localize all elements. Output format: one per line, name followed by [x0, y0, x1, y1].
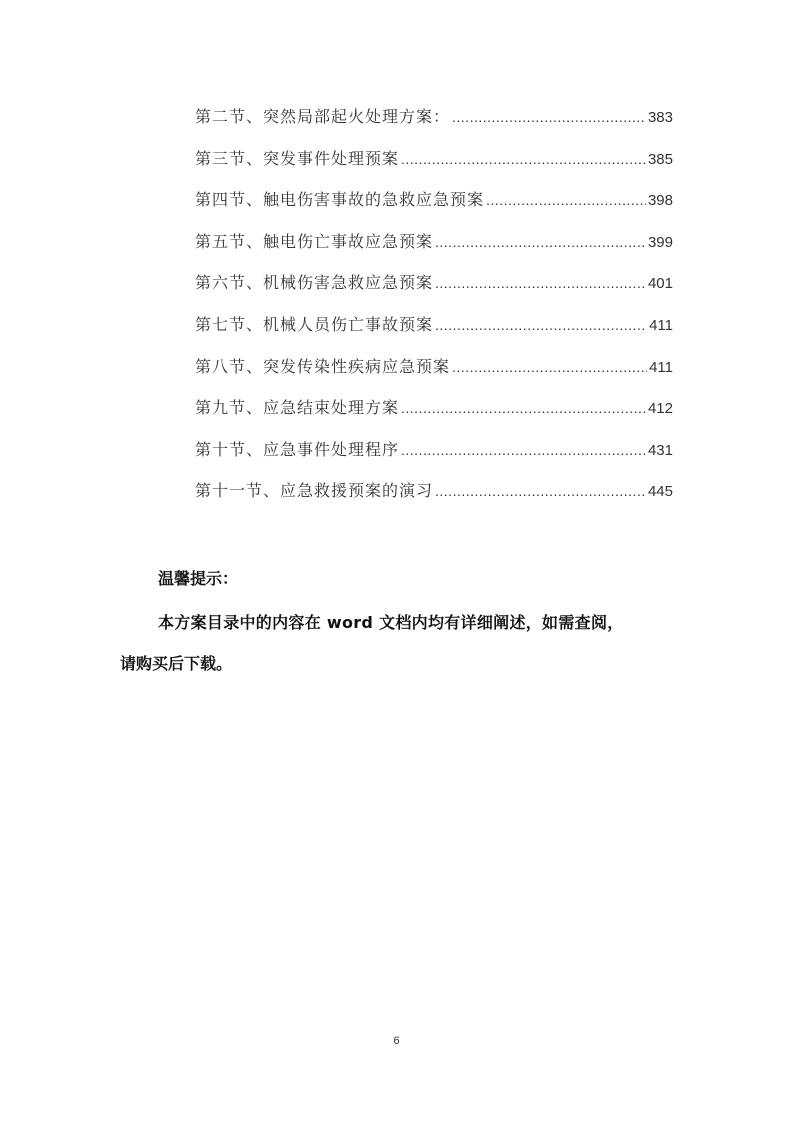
toc-entry-page: 445: [647, 483, 673, 501]
toc-entry-page: 431: [647, 441, 673, 459]
toc-leader-dots: [401, 151, 646, 167]
toc-entry-title: 第三节、突发事件处理预案: [195, 148, 400, 168]
toc-entry[interactable]: [195, 104, 673, 146]
toc-entry-page: 412: [647, 400, 673, 418]
toc-entry-page: 385: [647, 150, 673, 168]
toc-leader-dots: [435, 317, 647, 333]
tip-heading: 温馨提示：: [158, 569, 239, 588]
toc-entry[interactable]: [195, 229, 673, 271]
toc-leader-dots: [401, 442, 646, 458]
toc-entry-title: 第五节、触电伤亡事故应急预案: [195, 231, 434, 251]
toc-entry-page: 383: [647, 109, 673, 126]
toc-entry-title: 第二节、突然局部起火处理方案：: [195, 107, 451, 126]
toc-leader-dots: [435, 275, 646, 291]
toc-entry-page: 411: [649, 316, 673, 334]
toc-entry[interactable]: [195, 478, 673, 520]
tip-text-line-1: 本方案目录中的内容在 word 文档内均有详细阐述，如需查阅，: [158, 613, 624, 632]
toc-entry-title: 第十节、应急事件处理程序: [195, 439, 400, 459]
toc-leader-dots: [435, 234, 646, 250]
toc-entry-title: 第六节、机械伤害急救应急预案: [195, 273, 434, 293]
toc-entry[interactable]: [195, 437, 673, 479]
page-number: 6: [393, 1035, 400, 1047]
toc-leader-dots: [401, 400, 646, 416]
toc-entry-title: 第七节、机械人员伤亡事故预案: [195, 314, 434, 334]
toc-entry[interactable]: [195, 312, 673, 354]
toc-entry[interactable]: [195, 270, 673, 312]
toc-entry-title: 第四节、触电伤害事故的急救应急预案: [195, 190, 485, 210]
toc-leader-dots: [486, 192, 646, 208]
tip-body: [120, 602, 680, 684]
toc-leader-dots: [452, 359, 647, 375]
toc-entry-page: 401: [647, 275, 673, 293]
toc-entry-page: 398: [647, 192, 673, 210]
toc-leader-dots: [452, 109, 646, 125]
toc-leader-dots: [435, 483, 646, 499]
toc-entry[interactable]: [195, 395, 673, 437]
toc-entry-page: 399: [647, 233, 673, 251]
toc-entry[interactable]: [195, 146, 673, 188]
table-of-contents: [195, 104, 673, 520]
toc-entry-page: 411: [649, 358, 673, 376]
toc-entry[interactable]: [195, 187, 673, 229]
toc-entry[interactable]: [195, 354, 673, 396]
toc-entry-title: 第九节、应急结束处理方案: [195, 398, 400, 418]
tip-text-line-2: 请购买后下载。: [120, 654, 233, 673]
toc-entry-title: 第八节、突发传染性疾病应急预案: [195, 356, 451, 376]
toc-entry-title: 第十一节、应急救援预案的演习: [195, 481, 434, 501]
